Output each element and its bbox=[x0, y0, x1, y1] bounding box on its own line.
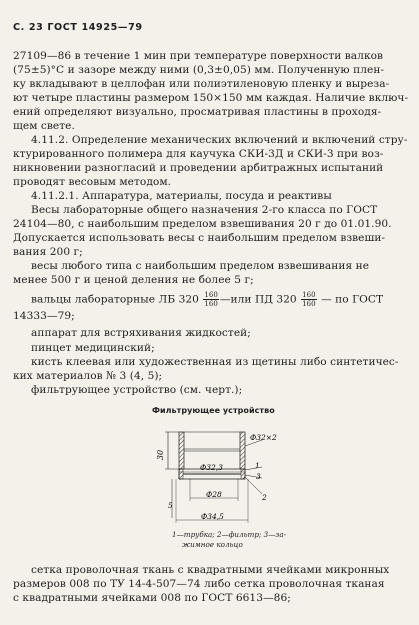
body-line: 27109—86 в течение 1 мин при температуре поверхности валков bbox=[13, 50, 384, 62]
body-line: ений определяют визуально, просматривая пластины в проходя- bbox=[13, 106, 382, 118]
body-line: кисть клеевая или художественная из щетины либо синтетичес- bbox=[31, 356, 399, 368]
body-line: 24104—80, с наибольшим пределом взвешивания 20 г до 01.01.90. bbox=[13, 218, 392, 230]
inner-diameter-label: Ф28 bbox=[206, 490, 222, 499]
body-line: Весы лабораторные общего назначения 2-го класса по ГОСТ bbox=[31, 204, 378, 216]
body-line: фильтрующее устройство (см. черт.); bbox=[31, 384, 243, 396]
page-header: С. 23 ГОСТ 14925—79 bbox=[13, 22, 143, 33]
body-line: ют четыре пластины размером 150×150 мм каждая. Наличие включ- bbox=[13, 92, 409, 104]
fraction-denominator: 160 bbox=[302, 300, 316, 308]
clamp-ring-right bbox=[241, 469, 245, 479]
body-line: щем свете. bbox=[13, 120, 75, 132]
fraction-numerator: 160 bbox=[204, 291, 218, 299]
tube-right-wall bbox=[240, 432, 245, 469]
height-label: 30 bbox=[156, 449, 165, 461]
body-line: весы любого типа с наибольшим пределом взвешивания не bbox=[31, 260, 370, 272]
body-line: 4.11.2. Определение механических включений и включений стру- bbox=[31, 134, 408, 146]
rollers-text-a: вальцы лабораторные ЛБ 320 bbox=[31, 293, 199, 306]
rollers-text-b: —или ПД 320 bbox=[219, 293, 297, 306]
body-line: никновении разногласий и проведении арбитражных испытаний bbox=[13, 162, 384, 174]
figure-caption-line: жимное кольцо bbox=[182, 540, 243, 549]
outer-diameter-label: Ф32,3 bbox=[200, 463, 223, 472]
body-line: Допускается использовать весы с наибольшим пределом взвеши- bbox=[13, 232, 386, 244]
rollers-text-c: — по ГОСТ bbox=[321, 293, 384, 306]
body-line: проводят весовым методом. bbox=[13, 176, 172, 188]
body-line: аппарат для встряхивания жидкостей; bbox=[31, 327, 251, 339]
figure-caption-line: 1—трубка; 2—фильтр; 3—за- bbox=[172, 530, 287, 539]
small-dimension-label: 5 bbox=[168, 502, 173, 510]
body-line: вания 200 г; bbox=[13, 246, 83, 258]
tube-dimension-label: Ф32×2 bbox=[250, 433, 277, 442]
callout-3: 3 bbox=[256, 472, 261, 481]
body-line: ку вкладывают в целлофан или полиэтиленовую пленку и выреза- bbox=[13, 78, 390, 90]
body-line: менее 500 г и ценой деления не более 5 г; bbox=[13, 274, 254, 286]
callout-1: 1 bbox=[255, 461, 260, 470]
section-heading: 4.11.2.1. Аппаратура, материалы, посуда и реактивы bbox=[31, 190, 332, 202]
callout-2: 2 bbox=[262, 493, 267, 502]
body-line: пинцет медицинский; bbox=[31, 342, 155, 354]
fraction-numerator: 160 bbox=[302, 291, 316, 299]
body-line: с квадратными ячейками 008 по ГОСТ 6613—86; bbox=[13, 592, 291, 604]
clamp-ring-left bbox=[179, 469, 183, 479]
body-line: (75±5)°С и зазоре между ними (0,3±0,05) мм. Полученную плен- bbox=[13, 64, 385, 76]
fraction-denominator: 160 bbox=[204, 300, 218, 308]
body-line: 14333—79; bbox=[13, 310, 75, 322]
tube-left-wall bbox=[179, 432, 184, 469]
figure-title: Фильтрующее устройство bbox=[152, 406, 275, 415]
body-line: сетка проволочная ткань с квадратными ячейками микронных bbox=[31, 564, 390, 576]
height-dimension bbox=[156, 432, 180, 469]
body-line: размеров 008 по ТУ 14-4-507—74 либо сетка проволочная тканая bbox=[13, 578, 385, 590]
base-diameter-label: Ф34,5 bbox=[201, 512, 224, 521]
body-line: ких материалов № 3 (4, 5); bbox=[13, 370, 163, 382]
body-line: ктурированного полимера для каучука СКИ-3Д и СКИ-3 при воз- bbox=[13, 148, 384, 160]
